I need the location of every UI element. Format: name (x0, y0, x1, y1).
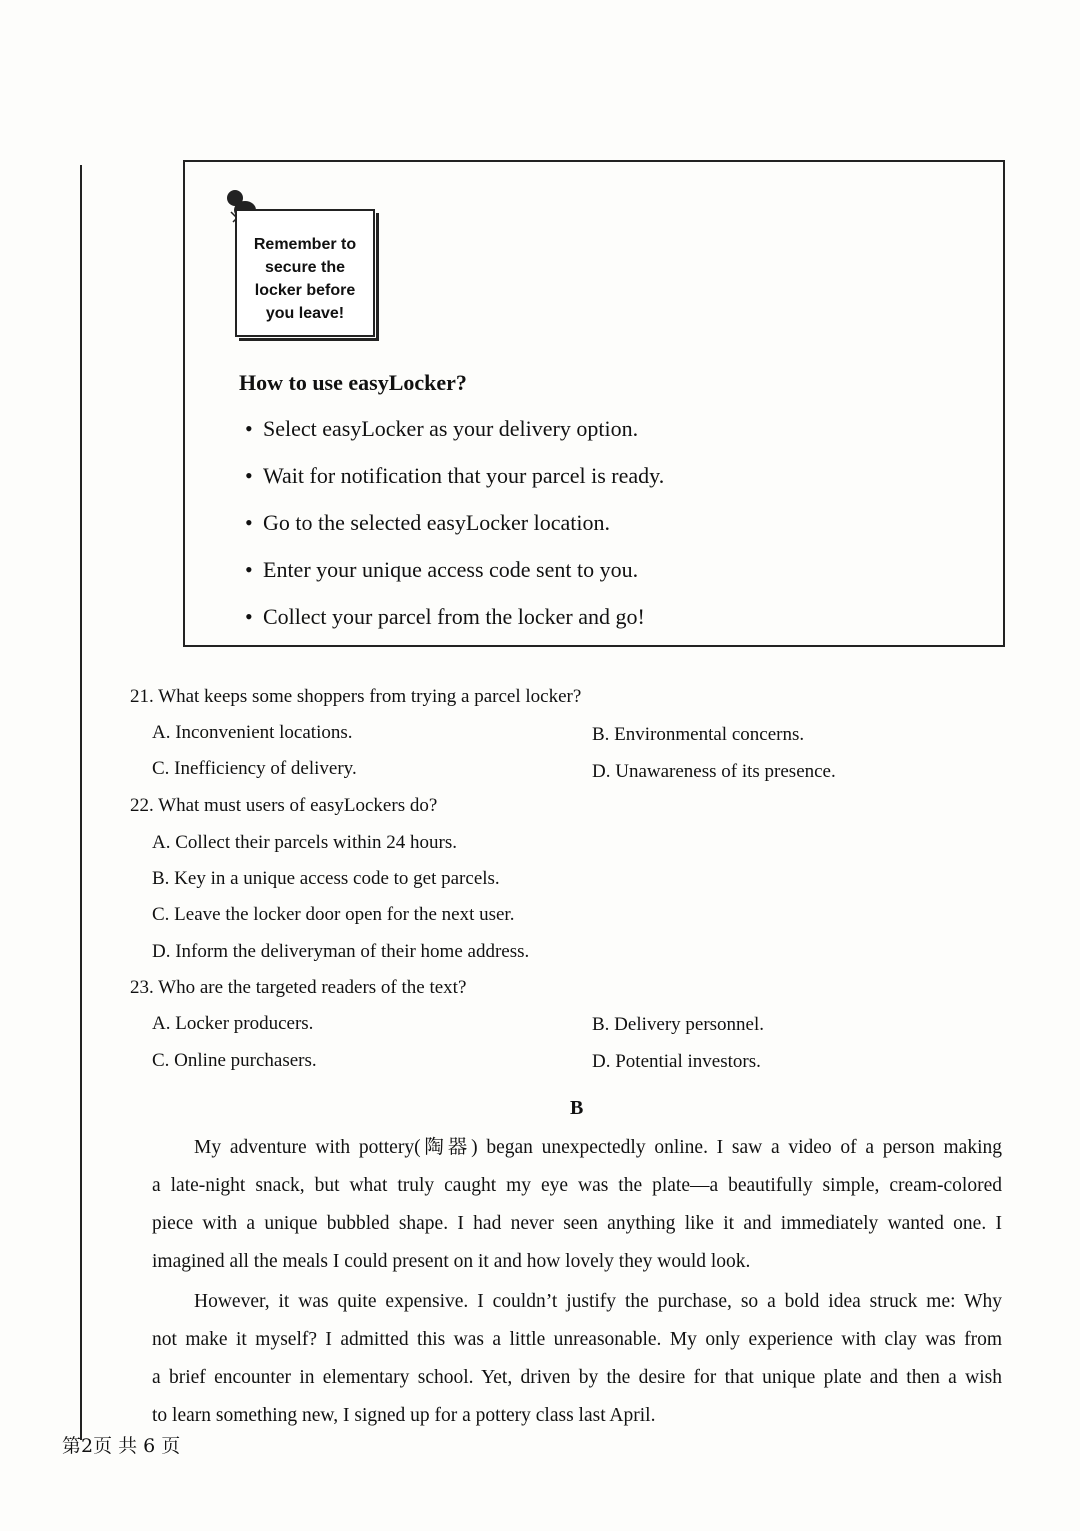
step-item (245, 414, 664, 461)
paragraph-line: However, it was quite expensive. I couldn’t justify the purchase, so a bold idea struck me: Why (194, 1291, 1002, 1312)
question-21-option-c: C. Inefficiency of delivery. (152, 758, 357, 779)
section-b-paragraph-1 (152, 1129, 1002, 1281)
step-text: Select easyLocker as your delivery option. (263, 416, 639, 441)
question-22-stem: 22. What must users of easyLockers do? (130, 795, 438, 816)
question-23-option-b: B. Delivery personnel. (592, 1014, 765, 1035)
section-b-title: B (570, 1097, 584, 1119)
bullet-icon: • (245, 604, 253, 629)
bullet-icon: • (245, 463, 253, 488)
question-21-option-b: B. Environmental concerns. (592, 724, 805, 745)
sticky-note-line: secure the (264, 259, 346, 276)
paragraph-line: to learn something new, I signed up for a pottery class last April. (152, 1405, 656, 1426)
question-22-option-a: A. Collect their parcels within 24 hours. (152, 832, 457, 853)
sticky-note-line: Remember to (253, 236, 357, 253)
question-21-stem: 21. What keeps some shoppers from trying a parcel locker? (130, 686, 582, 707)
steps-list (245, 414, 664, 649)
binding-margin-line (80, 165, 82, 1440)
question-22-option-b: B. Key in a unique access code to get parcels. (152, 868, 500, 889)
step-text: Enter your unique access code sent to you. (263, 557, 639, 582)
question-23-stem: 23. Who are the targeted readers of the text? (130, 977, 467, 998)
step-item (245, 508, 664, 555)
section-b-paragraph-2 (152, 1283, 1002, 1435)
step-text: Go to the selected easyLocker location. (263, 510, 610, 535)
sticky-note-line: locker before (254, 282, 356, 299)
question-21-option-d: D. Unawareness of its presence. (592, 761, 836, 782)
paragraph-line: piece with a unique bubbled shape. I had never seen anything like it and immediately wanted one. I (152, 1213, 1002, 1234)
easylocker-notice-box (183, 160, 1005, 647)
page-footer: 第2页 共 6 页 (62, 1435, 181, 1457)
paragraph-line: imagined all the meals I could present on it and how lovely they would look. (152, 1251, 751, 1272)
step-text: Collect your parcel from the locker and go! (263, 604, 645, 629)
paragraph-line: a late-night snack, but what truly caught my eye was the plate—a beautifully simple, cream-colored (152, 1175, 1002, 1196)
question-22-option-c: C. Leave the locker door open for the next user. (152, 904, 515, 925)
sticky-note (235, 209, 375, 337)
question-23-option-c: C. Online purchasers. (152, 1050, 317, 1071)
question-23-option-d: D. Potential investors. (592, 1051, 761, 1072)
sticky-note-line: you leave! (265, 305, 345, 322)
question-22-option-d: D. Inform the deliveryman of their home address. (152, 941, 530, 962)
paragraph-line: My adventure with pottery(陶器) began unexpectedly online. I saw a video of a person making (194, 1137, 1002, 1158)
notice-title: How to use easyLocker? (239, 370, 467, 395)
step-item (245, 555, 664, 602)
question-23-option-a: A. Locker producers. (152, 1013, 314, 1034)
question-21-option-a: A. Inconvenient locations. (152, 722, 353, 743)
paragraph-line: not make it myself? I admitted this was a little unreasonable. My only experience with clay was from (152, 1329, 1002, 1350)
step-item (245, 461, 664, 508)
step-text: Wait for notification that your parcel is ready. (263, 463, 665, 488)
bullet-icon: • (245, 510, 253, 535)
bullet-icon: • (245, 557, 253, 582)
step-item (245, 602, 664, 649)
paragraph-line: a brief encounter in elementary school. Yet, driven by the desire for that unique plate and then a wish (152, 1367, 1002, 1388)
bullet-icon: • (245, 416, 253, 441)
